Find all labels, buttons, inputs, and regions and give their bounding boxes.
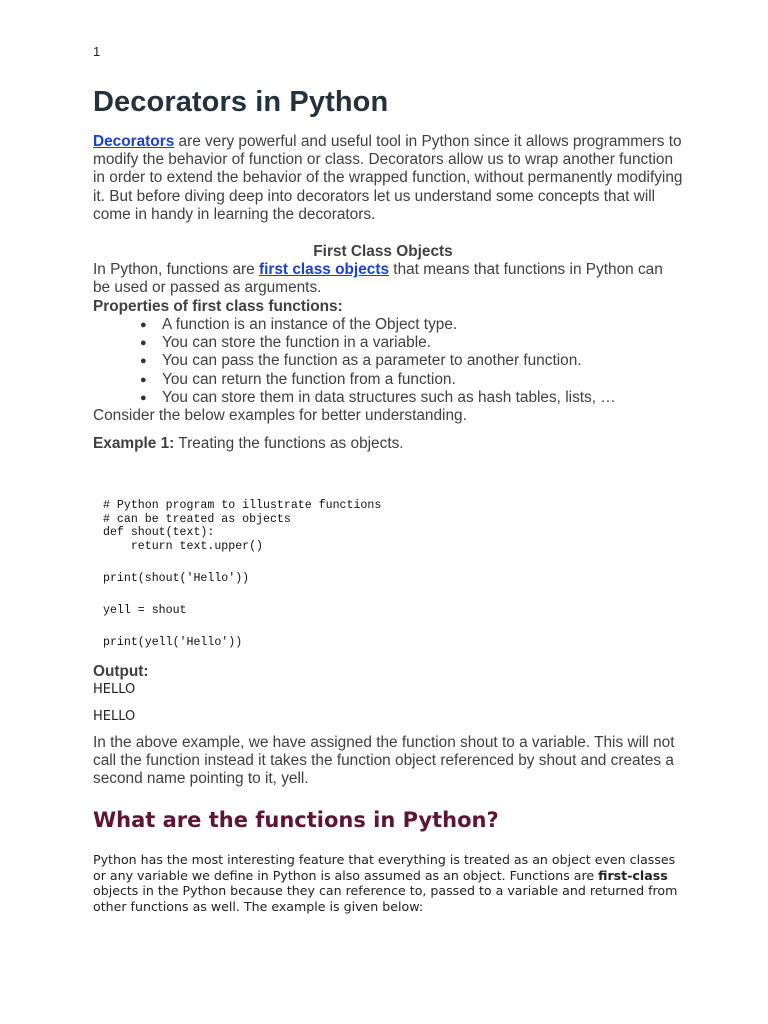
intro-paragraph <box>93 133 683 224</box>
output-line: HELLO <box>93 709 136 724</box>
consider-text: Consider the below examples for better understanding. <box>93 407 467 424</box>
code-block: yell = shout <box>103 604 187 617</box>
first-class-objects-heading: First Class Objects <box>313 243 453 260</box>
intro-text: are very powerful and useful tool in Python since it allows programmers to modify the behavior of function or class. Decorators allow us to wrap another function in order to extend the behavior of the wrapped function, without permanently modifying it. But before diving deep into decorators let us understand some concepts that will come in handy in learning the decorators. <box>93 133 683 223</box>
example1-label: Example 1: <box>93 435 175 452</box>
bullet-icon: ● <box>140 391 147 404</box>
section-heading: What are the functions in Python? <box>93 808 499 832</box>
explanation-paragraph: In the above example, we have assigned the function shout to a variable. This will not call the function instead it takes the function object referenced by shout and creates a second name pointing to it, yell. <box>93 734 675 788</box>
page-number: 1 <box>93 44 101 59</box>
properties-list <box>140 316 616 407</box>
functions-text-before: Python has the most interesting feature that everything is treated as an object even classes or any variable we define in Python is also assumed as an object. Functions are <box>93 852 676 883</box>
first-class-bold: first-class <box>598 867 668 883</box>
list-item: ● A function is an instance of the Object type. <box>140 316 458 333</box>
page-title: Decorators in Python <box>93 86 389 118</box>
bullet-icon: ● <box>140 319 147 331</box>
code-block: # Python program to illustrate functions # can be treated as objects def shout(text): return text.upper() <box>103 499 382 554</box>
bullet-icon: ● <box>140 337 147 350</box>
list-item: ● You can return the function from a function. <box>140 370 456 388</box>
example1-line <box>93 435 683 453</box>
functions-paragraph <box>93 852 683 914</box>
bullet-icon: ● <box>140 373 147 386</box>
properties-heading: Properties of first class functions: <box>93 298 343 315</box>
list-item: ● You can store the function in a variable. <box>140 334 431 352</box>
example1-text: Treating the functions as objects. <box>174 435 404 452</box>
first-class-text-after: that means that functions in Python can be used or passed as arguments. <box>93 261 663 297</box>
code-block: print(yell('Hello')) <box>103 636 243 649</box>
bullet-icon: ● <box>140 355 147 368</box>
decorators-link[interactable]: Decorators <box>93 133 175 150</box>
first-class-text-before: In Python, functions are <box>93 261 259 278</box>
list-item: ● You can store them in data structures such as hash tables, lists, … <box>140 388 616 406</box>
first-class-paragraph <box>93 261 683 297</box>
functions-text-after: objects in the Python because they can reference to, passed to a variable and returned from other functions as well. The example is given below: <box>93 883 678 914</box>
code-block: print(shout('Hello')) <box>103 572 250 585</box>
list-item: ● You can pass the function as a parameter to another function. <box>140 352 582 370</box>
first-class-objects-link[interactable]: first class objects <box>258 261 390 278</box>
output-label: Output: <box>93 663 149 680</box>
output-line: HELLO <box>93 682 136 697</box>
